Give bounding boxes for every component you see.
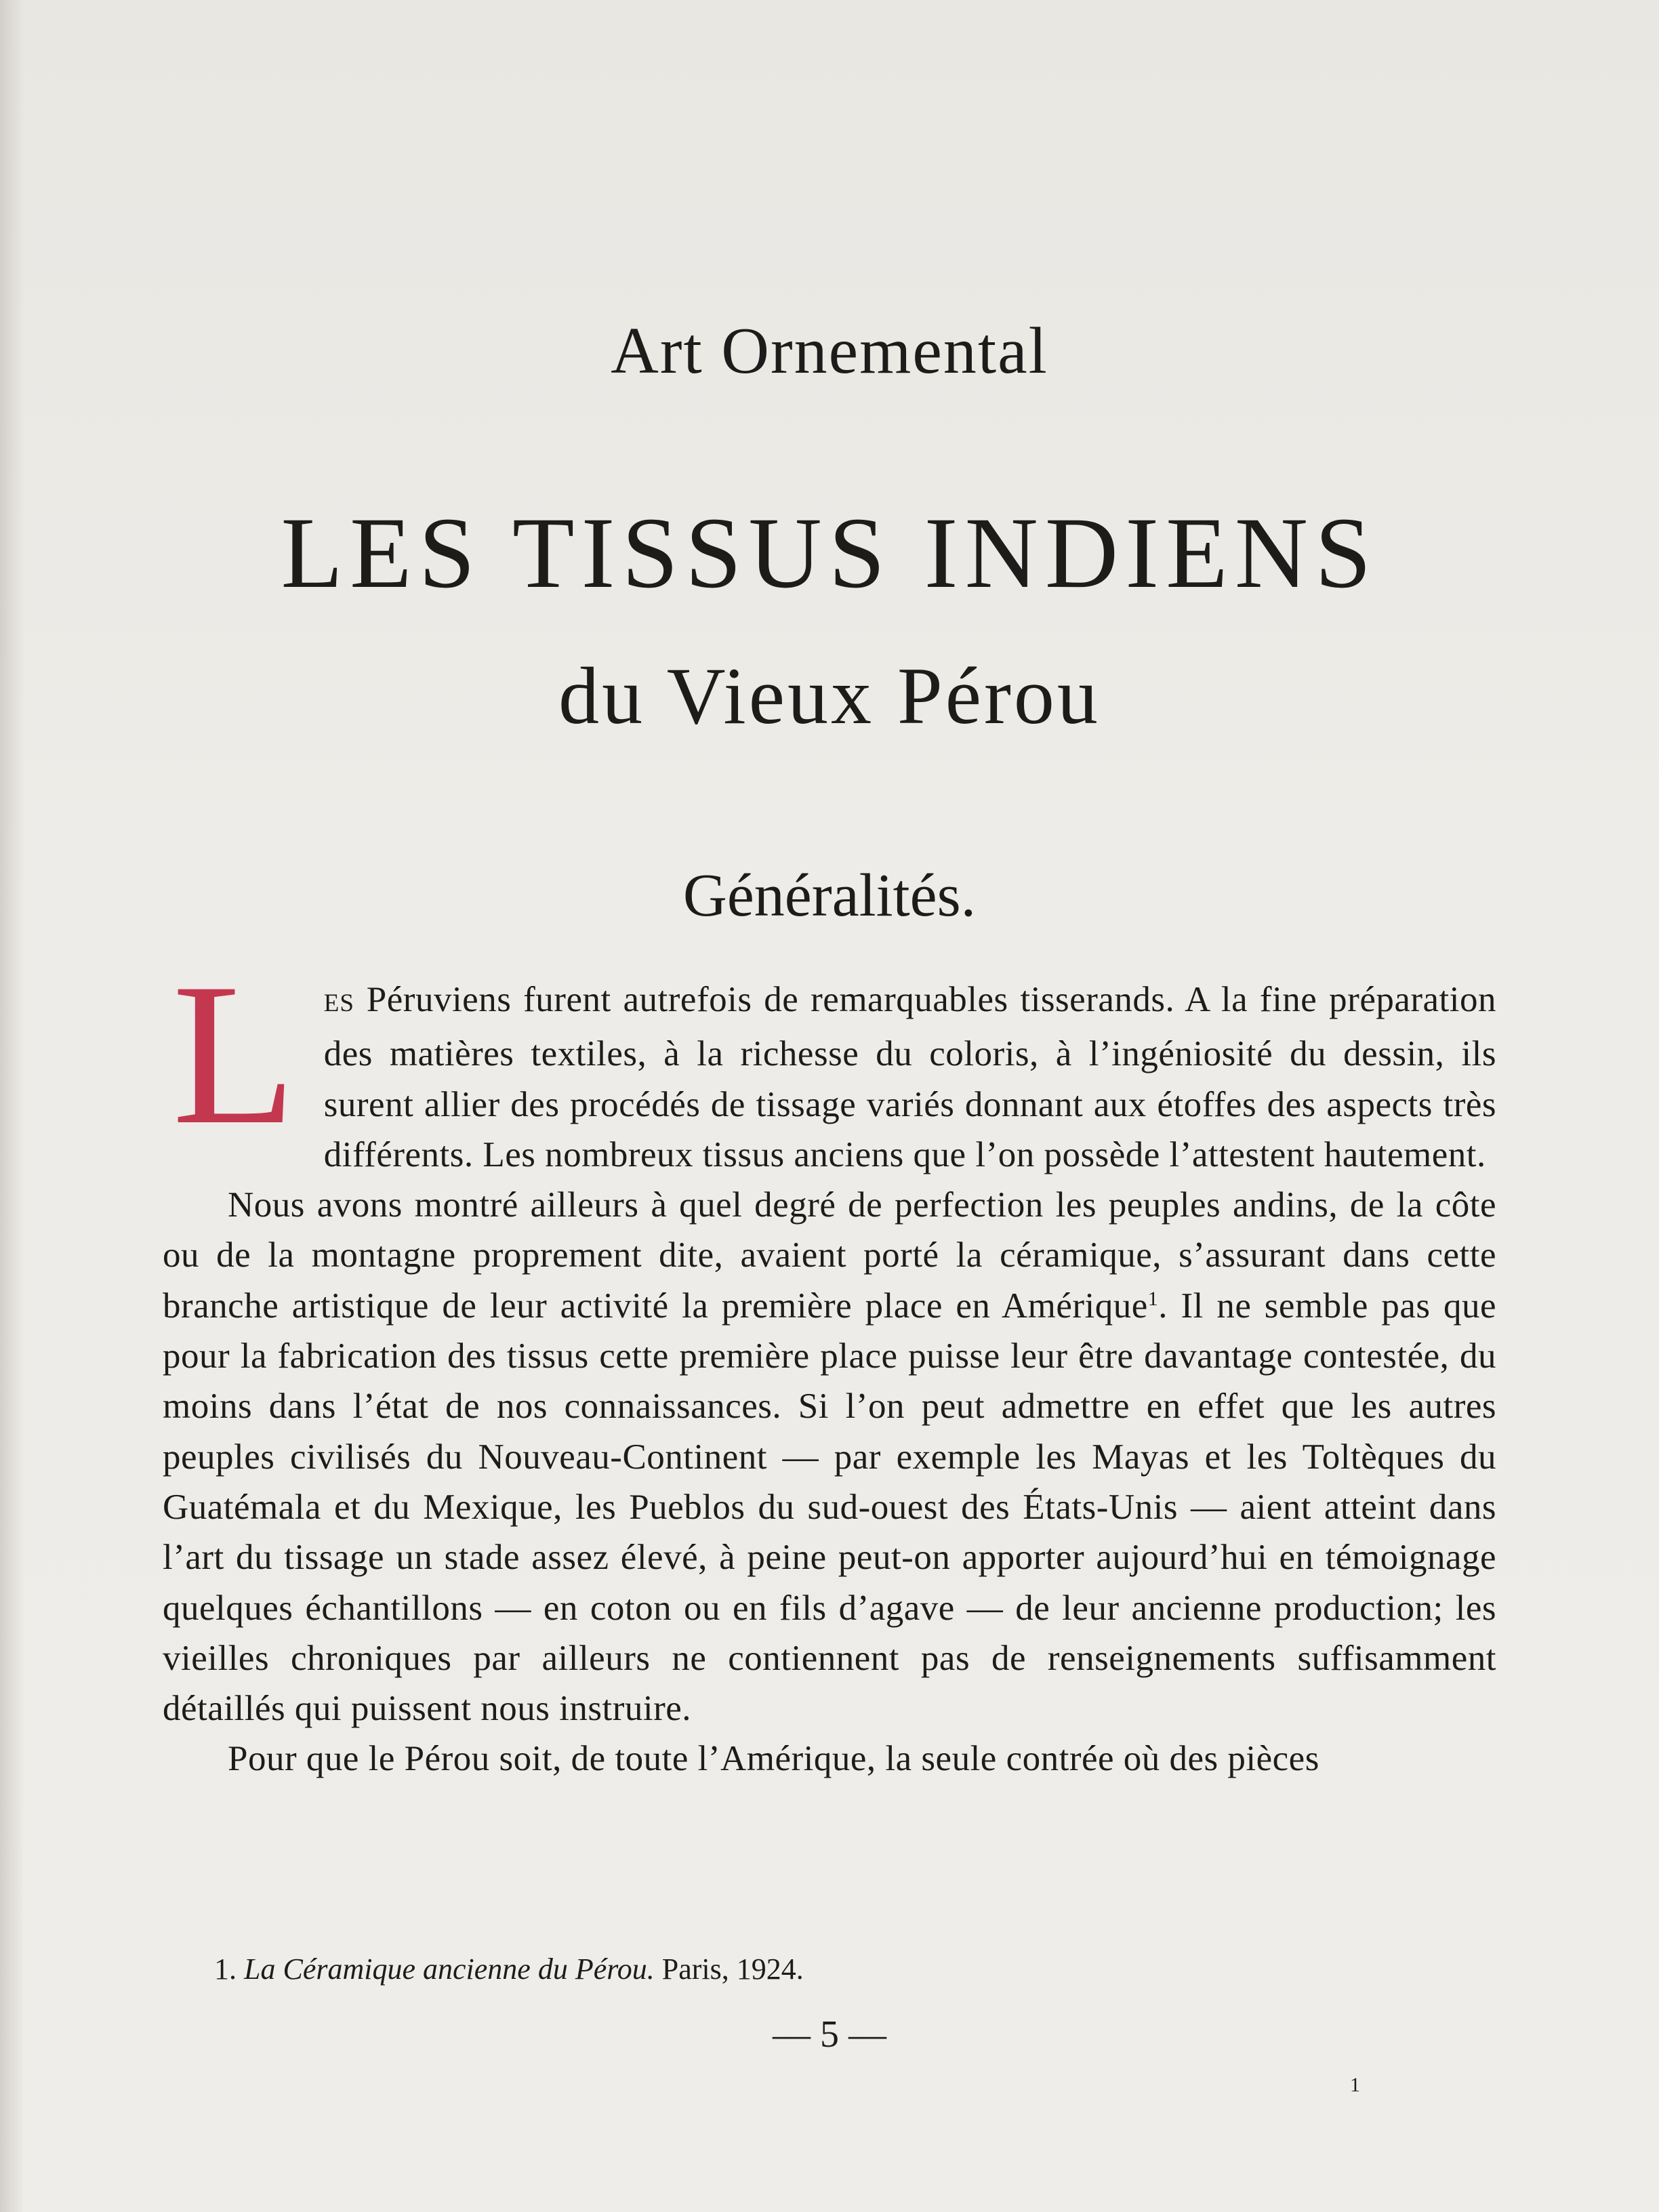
signature-mark: 1 — [1350, 2074, 1360, 2096]
page-number: — 5 — — [773, 2013, 886, 2055]
paragraph-1-text: Péruviens furent autrefois de remarquables tisserands. A la fine préparation des matières textiles, à la richesse du coloris, à l’ingéniosité du dessin, ils surent allier des procédés de tissage variés donnant aux étoffes des aspects très différents. Les nombreux tissus anciens que l’on possède l’attestent hautement. — [323, 980, 1496, 1174]
footnote-number: 1. — [214, 1952, 237, 1986]
paragraph-3: Pour que le Pérou soit, de toute l’Amérique, la seule contrée où des pièces — [228, 1739, 1319, 1779]
footnote-title: La Céramique ancienne du Pérou. — [244, 1952, 655, 1986]
page-title: LES TISSUS INDIENS — [281, 497, 1378, 609]
series-heading: Art Ornemental — [611, 314, 1048, 388]
small-caps-lead: ES — [323, 989, 354, 1017]
paragraph-2-text-a: Nous avons montré ailleurs à quel degré de perfection les peuples andins, de la côte ou de la montagne proprement dite, avaient porté la céramique, s’assurant dans cette branche artistique de leur activité la première place en Amérique — [163, 1185, 1496, 1326]
footnote — [214, 1952, 804, 1986]
paragraph-2 — [163, 1180, 1496, 1734]
drop-cap: L — [172, 941, 297, 1166]
body-text — [163, 941, 1496, 1784]
footnote-reference: 1 — [1147, 1287, 1159, 1310]
paragraph-2-text-b: . Il ne semble pas que pour la fabrication des tissus cette première place puisse leur être davantage contestée, du moins dans l’état de nos connaissances. Si l’on peut admettre en effet que les autres peuples civilisés du Nouveau-Continent — par exemple les Mayas et les Toltèques du Guatémala et du Mexique, les Pueblos du sud-ouest des États-Unis — aient atteint dans l’art du tissage un stade assez élevé, à peine peut-on apporter aujourd’hui en témoignage quelques échantillons — en coton ou en fils d’agave — de leur ancienne production; les vieilles chroniques par ailleurs ne contiennent pas de renseignements suffisamment détaillés qui puissent nous instruire. — [163, 1286, 1496, 1729]
page-subtitle: du Vieux Pérou — [558, 651, 1101, 741]
paragraph-1 — [163, 941, 1496, 1180]
footnote-publication: Paris, 1924. — [661, 1952, 804, 1986]
section-heading: Généralités. — [682, 862, 977, 929]
